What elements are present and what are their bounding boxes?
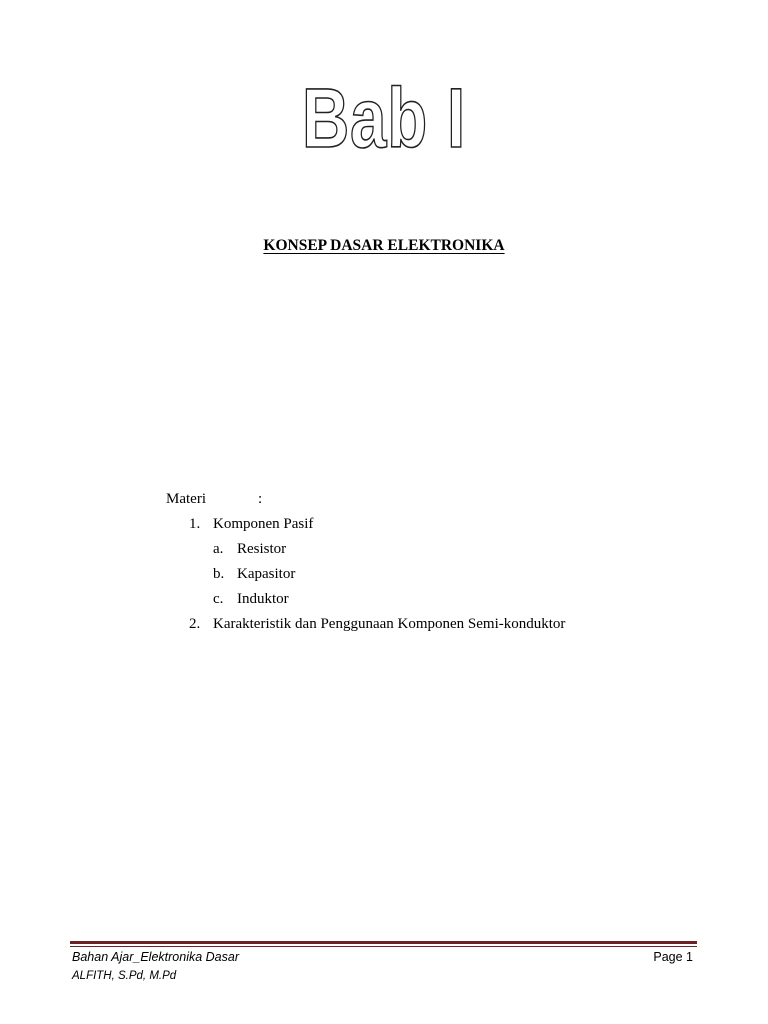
footer-left <box>72 949 239 984</box>
sub-item-letter: a. <box>213 541 224 557</box>
materi-colon: : <box>258 491 263 507</box>
footer-page-number: Page 1 <box>653 950 693 964</box>
sub-item-letter: b. <box>213 566 225 582</box>
footer-divider-thick <box>70 941 697 944</box>
materi-label: Materi <box>166 491 206 507</box>
list-item-number: 2. <box>189 616 201 632</box>
footer-divider-thin <box>70 946 697 947</box>
sub-item-text: Kapasitor <box>237 566 296 582</box>
materi-label-row <box>166 489 262 509</box>
list-item-text: Karakteristik dan Penggunaan Komponen Semi-konduktor <box>213 616 566 632</box>
list-item-text: Komponen Pasif <box>213 516 314 532</box>
document-heading-text: KONSEP DASAR ELEKTRONIKA <box>263 237 505 254</box>
footer-author: ALFITH, S.Pd, M.Pd <box>72 970 177 982</box>
sub-item-b <box>213 564 295 584</box>
list-item-1 <box>189 514 313 534</box>
sub-item-a <box>213 539 286 559</box>
footer-document-title: Bahan Ajar_Elektronika Dasar <box>72 950 239 964</box>
document-heading <box>0 236 768 256</box>
sub-item-text: Resistor <box>237 541 287 557</box>
sub-item-text: Induktor <box>237 591 289 607</box>
sub-item-c <box>213 589 289 609</box>
list-item-2 <box>189 614 565 634</box>
list-item-number: 1. <box>189 516 201 532</box>
chapter-title: Bab I <box>301 71 467 165</box>
sub-item-letter: c. <box>213 591 224 607</box>
